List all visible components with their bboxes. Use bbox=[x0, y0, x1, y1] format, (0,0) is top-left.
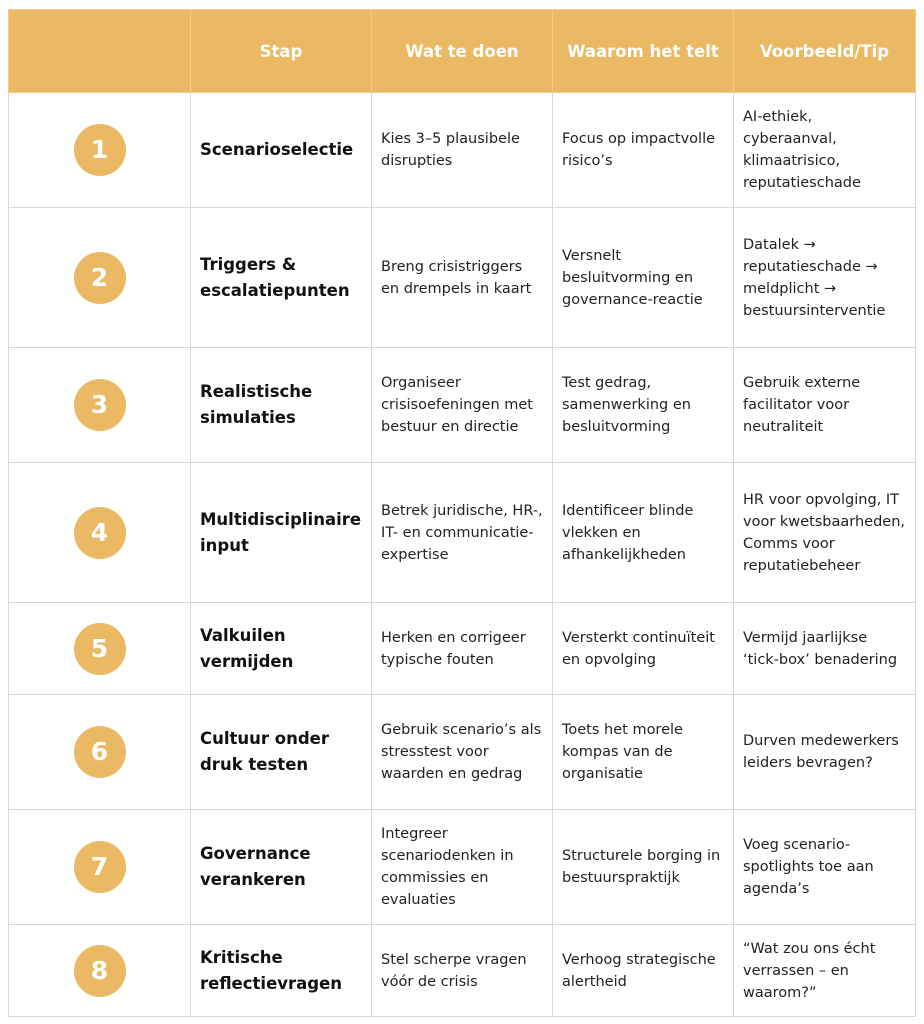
table-row bbox=[9, 925, 916, 1017]
row-number-cell bbox=[9, 463, 191, 603]
why-cell: Focus op impactvolle risico’s bbox=[553, 93, 734, 208]
header-cell-number bbox=[9, 10, 191, 93]
row-number-cell bbox=[9, 810, 191, 925]
header-row bbox=[9, 10, 916, 93]
row-number-cell bbox=[9, 925, 191, 1017]
why-cell: Versterkt continuïteit en opvolging bbox=[553, 603, 734, 695]
step-number-badge: 7 bbox=[74, 841, 126, 893]
what-cell: Breng crisistriggers en drempels in kaart bbox=[372, 208, 553, 348]
step-cell: Governance verankeren bbox=[191, 810, 372, 925]
header-cell-why: Waarom het telt bbox=[553, 10, 734, 93]
row-number-cell bbox=[9, 695, 191, 810]
step-cell: Cultuur onder druk testen bbox=[191, 695, 372, 810]
why-cell: Verhoog strategische alertheid bbox=[553, 925, 734, 1017]
table-row bbox=[9, 348, 916, 463]
why-cell: Versnelt besluitvorming en governance-reactie bbox=[553, 208, 734, 348]
step-number-badge: 6 bbox=[74, 726, 126, 778]
step-number-badge: 4 bbox=[74, 507, 126, 559]
row-number-cell bbox=[9, 93, 191, 208]
what-cell: Kies 3–5 plausibele disrupties bbox=[372, 93, 553, 208]
tip-cell: Datalek → reputatieschade → meldplicht → bestuursinterventie bbox=[734, 208, 916, 348]
tip-cell: Voeg scenario-spotlights toe aan agenda’s bbox=[734, 810, 916, 925]
table-row bbox=[9, 695, 916, 810]
row-number-cell bbox=[9, 208, 191, 348]
header-cell-step: Stap bbox=[191, 10, 372, 93]
tip-cell: Vermijd jaarlijkse ‘tick-box’ benadering bbox=[734, 603, 916, 695]
tip-cell: Gebruik externe facilitator voor neutraliteit bbox=[734, 348, 916, 463]
step-number-badge: 8 bbox=[74, 945, 126, 997]
table-row bbox=[9, 603, 916, 695]
tip-cell: HR voor opvolging, IT voor kwetsbaarheden, Comms voor reputatiebeheer bbox=[734, 463, 916, 603]
tip-cell: Durven medewerkers leiders bevragen? bbox=[734, 695, 916, 810]
step-cell: Multidisciplinaire input bbox=[191, 463, 372, 603]
step-cell: Triggers & escalatiepunten bbox=[191, 208, 372, 348]
step-cell: Valkuilen vermijden bbox=[191, 603, 372, 695]
tip-cell: “Wat zou ons écht verrassen – en waarom?” bbox=[734, 925, 916, 1017]
step-cell: Realistische simulaties bbox=[191, 348, 372, 463]
why-cell: Identificeer blinde vlekken en afhankelijkheden bbox=[553, 463, 734, 603]
step-cell: Kritische reflectievragen bbox=[191, 925, 372, 1017]
tip-cell: AI-ethiek, cyberaanval, klimaatrisico, reputatieschade bbox=[734, 93, 916, 208]
what-cell: Gebruik scenario’s als stresstest voor waarden en gedrag bbox=[372, 695, 553, 810]
what-cell: Integreer scenariodenken in commissies en evaluaties bbox=[372, 810, 553, 925]
step-number-badge: 2 bbox=[74, 252, 126, 304]
table-row bbox=[9, 93, 916, 208]
why-cell: Test gedrag, samenwerking en besluitvorming bbox=[553, 348, 734, 463]
why-cell: Toets het morele kompas van de organisatie bbox=[553, 695, 734, 810]
what-cell: Herken en corrigeer typische fouten bbox=[372, 603, 553, 695]
header-cell-what: Wat te doen bbox=[372, 10, 553, 93]
what-cell: Stel scherpe vragen vóór de crisis bbox=[372, 925, 553, 1017]
table-row bbox=[9, 810, 916, 925]
steps-table bbox=[8, 9, 916, 1017]
step-number-badge: 3 bbox=[74, 379, 126, 431]
row-number-cell bbox=[9, 348, 191, 463]
why-cell: Structurele borging in bestuurspraktijk bbox=[553, 810, 734, 925]
step-cell: Scenarioselectie bbox=[191, 93, 372, 208]
what-cell: Organiseer crisisoefeningen met bestuur en directie bbox=[372, 348, 553, 463]
steps-table-container bbox=[8, 9, 915, 1017]
row-number-cell bbox=[9, 603, 191, 695]
what-cell: Betrek juridische, HR-, IT- en communicatie-expertise bbox=[372, 463, 553, 603]
step-number-badge: 1 bbox=[74, 124, 126, 176]
table-row bbox=[9, 463, 916, 603]
header-cell-tip: Voorbeeld/Tip bbox=[734, 10, 916, 93]
step-number-badge: 5 bbox=[74, 623, 126, 675]
table-row bbox=[9, 208, 916, 348]
